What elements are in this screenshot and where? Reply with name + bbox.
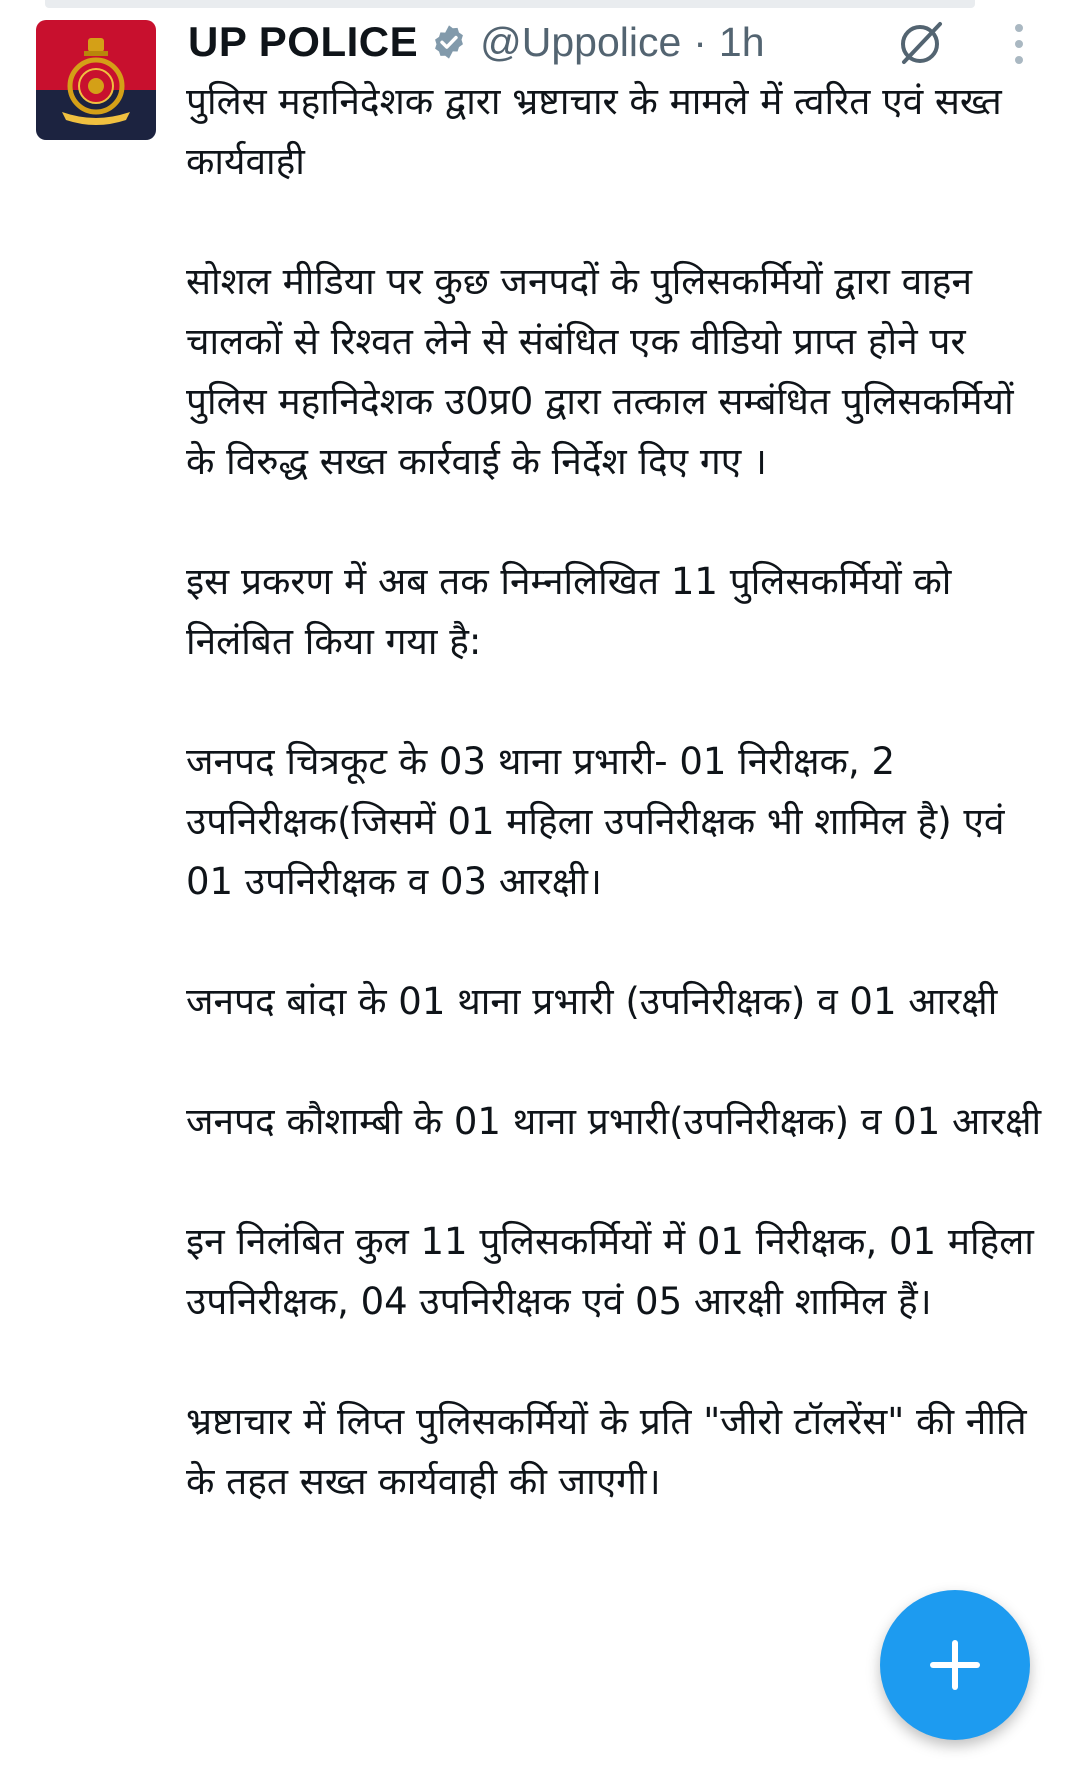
verified-badge-icon — [430, 23, 468, 61]
up-police-emblem-icon — [36, 20, 156, 140]
tweet-text — [186, 72, 1046, 1572]
tweet-paragraph: जनपद बांदा के 01 थाना प्रभारी (उपनिरीक्षक) व 01 आरक्षी — [186, 980, 998, 1023]
compose-button[interactable] — [880, 1590, 1030, 1740]
tweet-paragraph: जनपद कौशाम्बी के 01 थाना प्रभारी(उपनिरीक्षक) व 01 आरक्षी — [186, 1100, 1042, 1143]
more-vertical-icon[interactable] — [1010, 22, 1028, 66]
tweet-paragraph: जनपद चित्रकूट के 03 थाना प्रभारी- 01 निरीक्षक, 2 उपनिरीक्षक(जिसमें 01 महिला उपनिरीक्षक भी शामिल है) एवं 01 उपनिरीक्षक व 03 आरक्षी। — [186, 740, 1005, 903]
tweet-header — [188, 14, 765, 70]
tweet-paragraph: भ्रष्टाचार में लिप्त पुलिसकर्मियों के प्रति "जीरो टॉलरेंस" की नीति के तहत सख्त कार्यवाही की जाएगी। — [186, 1400, 1027, 1503]
grok-icon[interactable] — [896, 18, 946, 68]
post-time[interactable]: 1h — [718, 18, 765, 65]
time-separator: · — [693, 18, 707, 65]
tweet-paragraph: इस प्रकरण में अब तक निम्नलिखित 11 पुलिसकर्मियों को निलंबित किया गया है: — [186, 560, 952, 663]
plus-icon — [927, 1637, 983, 1693]
top-divider — [45, 0, 975, 8]
avatar[interactable] — [36, 20, 156, 140]
tweet-paragraph: पुलिस महानिदेशक द्वारा भ्रष्टाचार के मामले में त्वरित एवं सख्त कार्यवाही — [186, 80, 1002, 183]
account-name[interactable]: UP POLICE — [188, 18, 419, 65]
tweet-paragraph: इन निलंबित कुल 11 पुलिसकर्मियों में 01 निरीक्षक, 01 महिला उपनिरीक्षक, 04 उपनिरीक्षक एवं 05 आरक्षी शामिल हैं। — [186, 1220, 1034, 1323]
tweet-paragraph: सोशल मीडिया पर कुछ जनपदों के पुलिसकर्मियों द्वारा वाहन चालकों से रिश्वत लेने से संबंधित एक वीडियो प्राप्त होने पर पुलिस महानिदेशक उ0प्र0 द्वारा तत्काल सम्बंधित पुलिसकर्मियों के विरुद्ध सख्त कार्रवाई के निर्देश दिए गए । — [186, 260, 1014, 483]
account-handle[interactable]: @Uppolice — [480, 18, 682, 65]
